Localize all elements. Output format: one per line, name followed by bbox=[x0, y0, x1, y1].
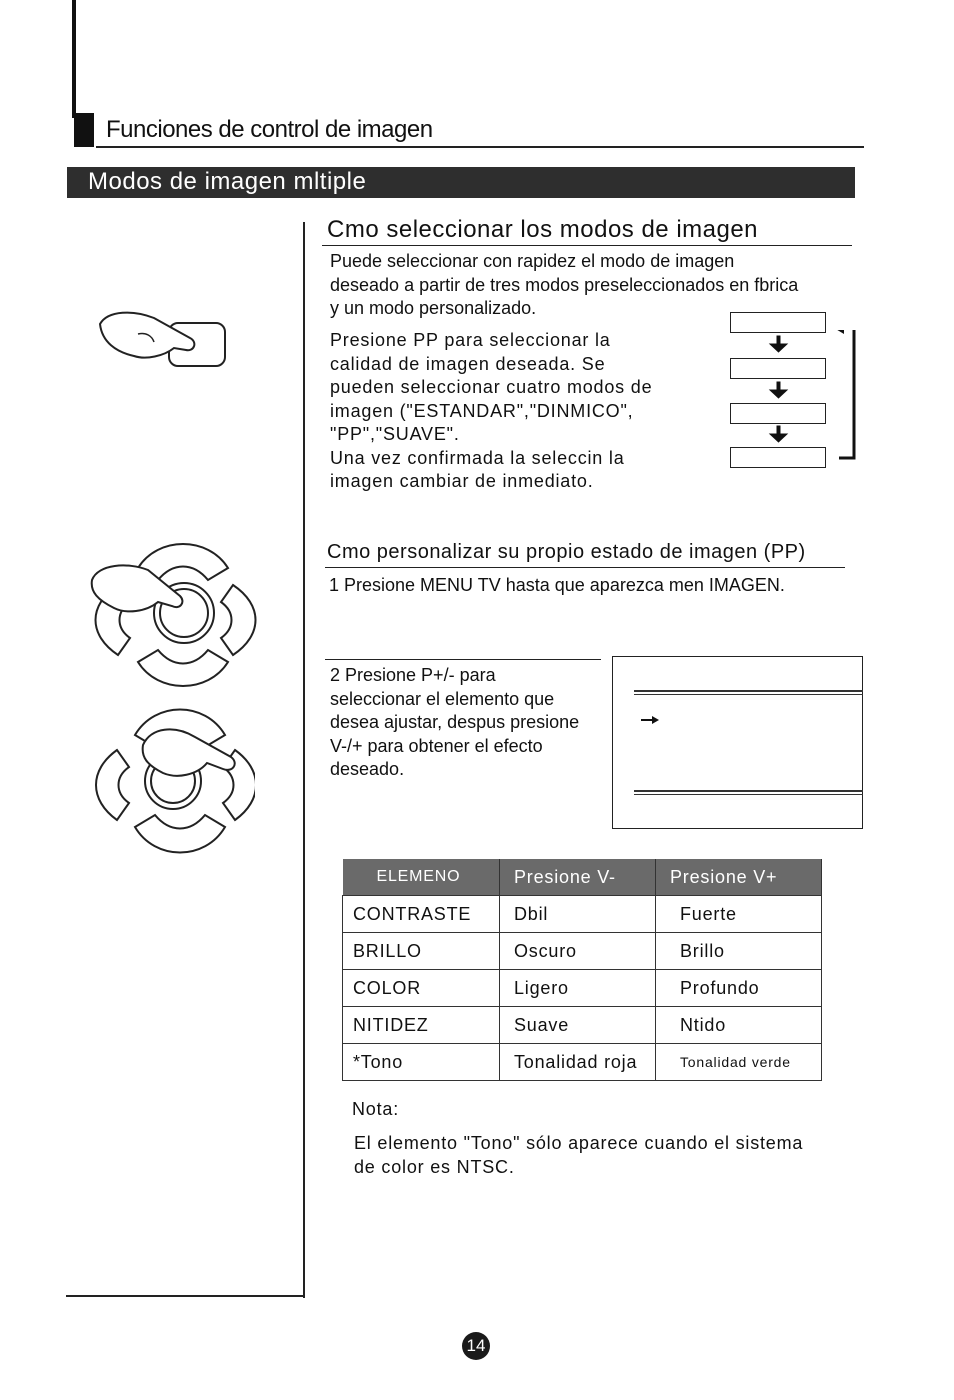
menu-pointer-arrow-icon bbox=[641, 715, 661, 725]
header-vertical-bar bbox=[72, 0, 76, 118]
table-header: Presione V- bbox=[500, 859, 656, 896]
table-row bbox=[343, 1044, 822, 1081]
table-cell: Fuerte bbox=[656, 896, 822, 933]
select-modes-intro: Puede seleccionar con rapidez el modo de imagen deseado a partir de tres modos preseleccionados en fbrica y un modo personalizado. bbox=[330, 251, 799, 318]
customize-step-1: 1 Presione MENU TV hasta que aparezca men IMAGEN. bbox=[329, 575, 785, 595]
table-cell: Suave bbox=[500, 1007, 656, 1044]
table-header: ELEMENO bbox=[343, 859, 500, 896]
table-row bbox=[343, 970, 822, 1007]
table-cell: Ntido bbox=[656, 1007, 822, 1044]
select-modes-heading: Cmo seleccionar los modos de imagen bbox=[327, 216, 759, 243]
header-underline bbox=[96, 146, 864, 148]
step2-rule bbox=[325, 659, 601, 660]
menu-screen-panel bbox=[612, 656, 863, 829]
left-bottom-rule bbox=[66, 1295, 305, 1297]
table-cell: NITIDEZ bbox=[343, 1007, 500, 1044]
dpad-press-icon-2 bbox=[95, 705, 255, 860]
note-label: Nota: bbox=[352, 1099, 400, 1119]
dpad-press-icon-1 bbox=[88, 540, 263, 690]
table-cell: BRILLO bbox=[343, 933, 500, 970]
table-cell: CONTRASTE bbox=[343, 896, 500, 933]
customize-heading: Cmo personalizar su propio estado de imagen (PP) bbox=[327, 541, 806, 563]
select-modes-underline bbox=[322, 245, 852, 246]
page-title: Funciones de control de imagen bbox=[106, 116, 433, 143]
menu-bottom-rule bbox=[634, 790, 863, 792]
table-cell: Tonalidad verde bbox=[656, 1044, 822, 1081]
customize-step-2: 2 Presione P+/- para seleccionar el elemento que desea ajustar, despus presione V-/+ para obtener el efecto deseado. bbox=[330, 665, 580, 779]
table-cell: *Tono bbox=[343, 1044, 500, 1081]
section-title: Modos de imagen mltiple bbox=[88, 168, 367, 195]
menu-top-rule bbox=[634, 690, 863, 692]
table-cell: COLOR bbox=[343, 970, 500, 1007]
column-divider bbox=[303, 222, 305, 1298]
note-text: El elemento "Tono" sólo aparece cuando el sistema de color es NTSC. bbox=[354, 1133, 804, 1177]
table-row bbox=[343, 933, 822, 970]
remote-button-press-icon bbox=[94, 304, 234, 374]
mode-cycle-arrows bbox=[760, 330, 870, 470]
page-number: 14 bbox=[462, 1332, 490, 1360]
table-cell: Oscuro bbox=[500, 933, 656, 970]
customize-underline bbox=[325, 567, 845, 568]
header-block-marker bbox=[74, 113, 94, 147]
table-cell: Profundo bbox=[656, 970, 822, 1007]
select-modes-instructions: Presione PP para seleccionar la calidad de imagen deseada. Se pueden seleccionar cuatro modos de imagen ("ESTANDAR","DINMICO", "PP","SUAVE". Una vez confirmada la seleccin la imagen cambiar de inmediato. bbox=[330, 330, 653, 491]
table-row bbox=[343, 1007, 822, 1044]
table-header: Presione V+ bbox=[656, 859, 822, 896]
table-row bbox=[343, 896, 822, 933]
table-header-row bbox=[343, 859, 822, 896]
table-cell: Ligero bbox=[500, 970, 656, 1007]
adjustment-table bbox=[342, 859, 822, 1081]
table-cell: Dbil bbox=[500, 896, 656, 933]
table-cell: Brillo bbox=[656, 933, 822, 970]
table-cell: Tonalidad roja bbox=[500, 1044, 656, 1081]
